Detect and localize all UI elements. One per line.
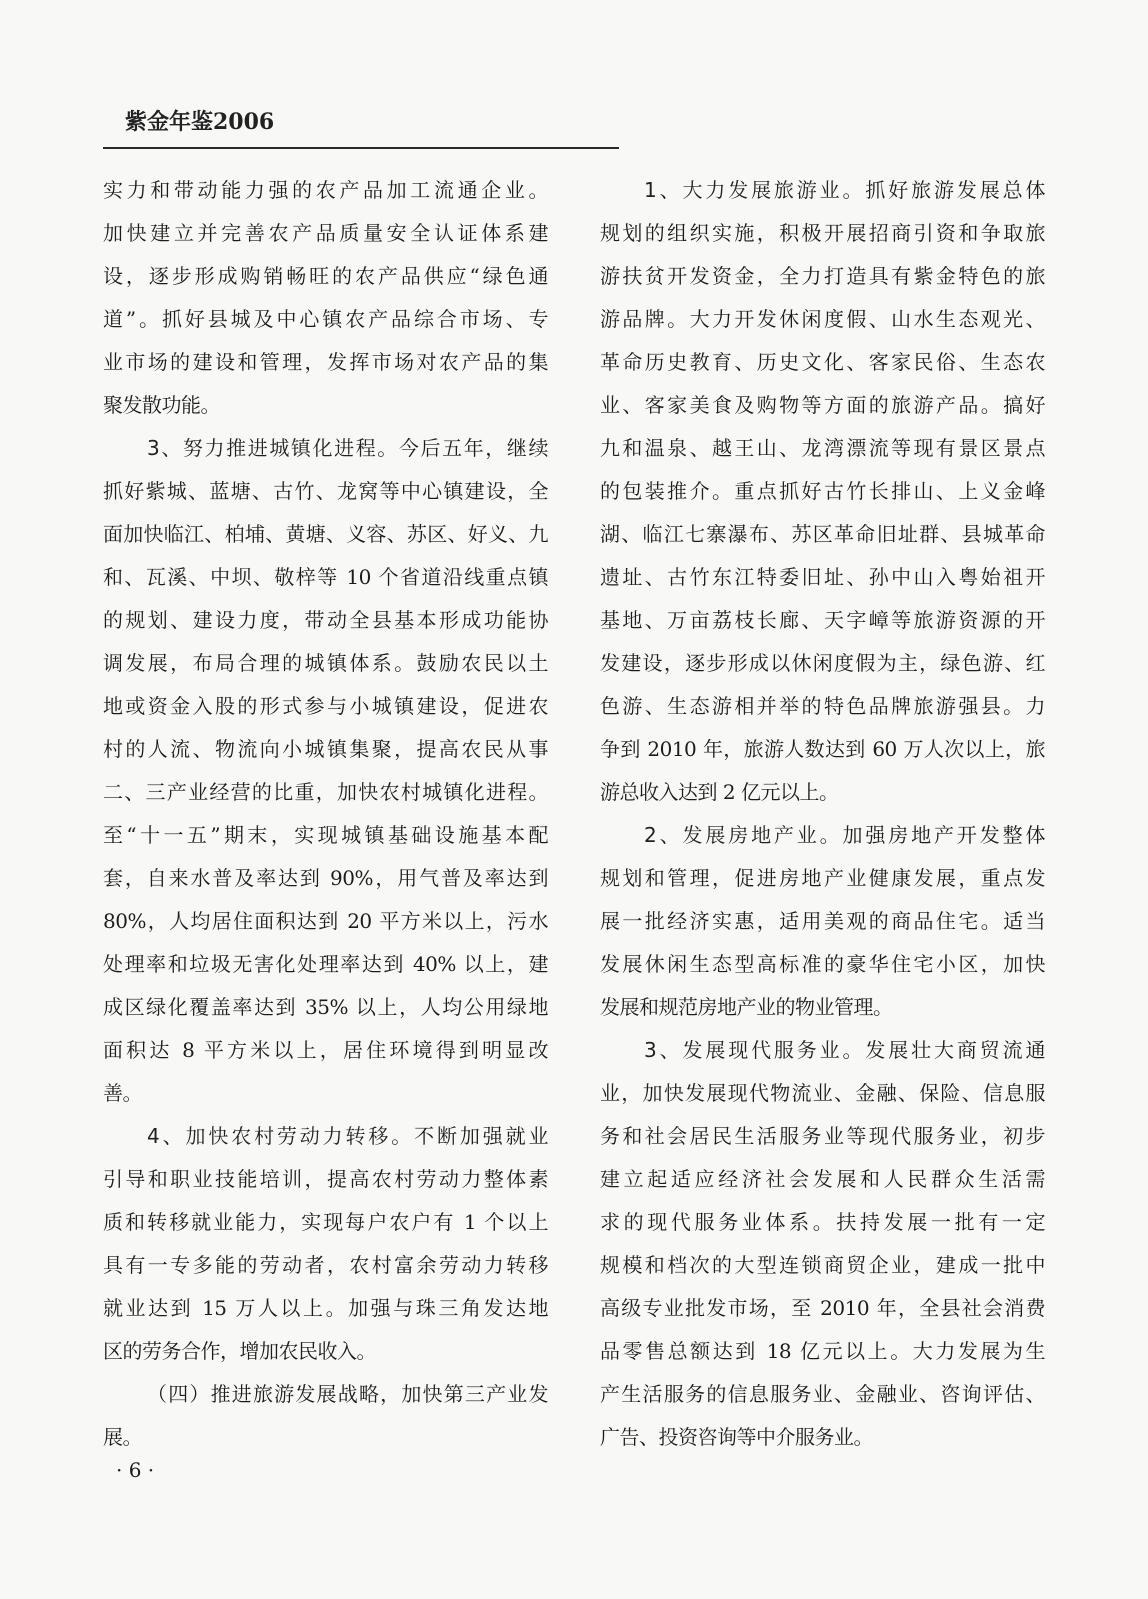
text-line: 遗址、古竹东江特委旧址、孙中山入粤始祖开 [600,565,1045,589]
text-line: 广告、投资咨询等中介服务业。 [600,1425,873,1449]
paragraph [103,1115,548,1373]
text-line: 质和转移就业能力，实现每户农户有 1 个以上 [103,1210,548,1234]
text-run: 今后五年，继续 [398,436,548,460]
paragraph [103,1373,548,1459]
text-run: 抓好旅游发展总体 [865,178,1046,202]
paragraph [600,169,1045,814]
text-line: 面加快临江、柏埔、黄塘、义容、苏区、好义、九 [103,522,548,546]
text-line: 产生活服务的信息服务业、金融业、咨询评估、 [600,1382,1045,1406]
text-line: 抓好紫城、蓝塘、古竹、龙窝等中心镇建设，全 [103,479,548,503]
paragraph [600,814,1045,1029]
paragraph-first-line [600,1029,1045,1072]
text-line: 革命历史教育、历史文化、客家民俗、生态农 [600,350,1045,374]
paragraph-first-line [600,169,1045,212]
paragraph-lead: 3、发展现代服务业。 [644,1038,866,1062]
left-column [103,169,548,1459]
text-line: 展。 [103,1425,142,1449]
paragraph-first-line [103,1115,548,1158]
text-line: 发建设，逐步形成以休闲度假为主，绿色游、红 [600,651,1045,675]
text-line: 加快建立并完善农产品质量安全认证体系建 [103,221,548,245]
text-line: 建立起适应经济社会发展和人民群众生活需 [600,1167,1045,1191]
text-line: 游总收入达到 2 亿元以上。 [600,780,839,804]
text-line: 规模和档次的大型连锁商贸企业，建成一批中 [600,1253,1045,1277]
text-line: 色游、生态游相并举的特色品牌旅游强县。力 [600,694,1045,718]
text-line: 就业达到 15 万人以上。加强与珠三角发达地 [103,1296,548,1320]
text-line: 具有一专多能的劳动者，农村富余劳动力转移 [103,1253,548,1277]
text-line: 的规划、建设力度，带动全县基本形成功能协 [103,608,548,632]
text-line: 品零售总额达到 18 亿元以上。大力发展为生 [600,1339,1045,1363]
paragraph [103,427,548,1115]
text-line: 规划的组织实施，积极开展招商引资和争取旅 [600,221,1045,245]
text-line: 发展和规范房地产业的物业管理。 [600,995,893,1019]
text-line: 的包装推介。重点抓好古竹长排山、上义金峰 [600,479,1045,503]
text-line: 实力和带动能力强的农产品加工流通企业。 [103,178,548,202]
paragraph-first-line [600,814,1045,857]
text-line: 业市场的建设和管理，发挥市场对农产品的集 [103,350,548,374]
text-line: 处理率和垃圾无害化处理率达到 40% 以上，建 [103,952,548,976]
section-heading-line: （四）推进旅游发展战略，加快第三产业发 [147,1382,548,1406]
text-line: 高级专业批发市场，至 2010 年，全县社会消费 [600,1296,1045,1320]
text-line: 聚发散功能。 [103,393,220,417]
paragraph [600,1029,1045,1459]
text-line: 设，逐步形成购销畅旺的农产品供应“绿色通 [103,264,548,288]
text-line: 地或资金入股的形式参与小城镇建设，促进农 [103,694,548,718]
page-number: · 6 · [116,1458,155,1482]
text-line: 区的劳务合作，增加农民收入。 [103,1339,376,1363]
text-line: 争到 2010 年，旅游人数达到 60 万人次以上，旅 [600,737,1045,761]
text-run: 发展壮大商贸流通 [865,1038,1046,1062]
text-line: 至“十一五”期末，实现城镇基础设施基本配 [103,823,548,847]
text-run: 加强房地产开发整体 [842,823,1045,847]
text-line: 发展休闲生态型高标准的豪华住宅小区，加快 [600,952,1045,976]
text-line: 展一批经济实惠，适用美观的商品住宅。适当 [600,909,1045,933]
text-line: 湖、临江七寨瀑布、苏区革命旧址群、县城革命 [600,522,1045,546]
text-line: 村的人流、物流向小城镇集聚，提高农民从事 [103,737,548,761]
paragraph-first-line [103,427,548,470]
text-line: 成区绿化覆盖率达到 35% 以上，人均公用绿地 [103,995,548,1019]
text-line: 业，加快发展现代物流业、金融、保险、信息服 [600,1081,1045,1105]
right-column [600,169,1045,1459]
paragraph-lead: 1、大力发展旅游业。 [644,178,866,202]
text-line: 引导和职业技能培训，提高农村劳动力整体素 [103,1167,548,1191]
paragraph-lead: 3、努力推进城镇化进程。 [147,436,399,460]
text-line: 调发展，布局合理的城镇体系。鼓励农民以土 [103,651,548,675]
text-line: 规划和管理，促进房地产业健康发展，重点发 [600,866,1045,890]
text-line: 二、三产业经营的比重，加快农村城镇化进程。 [103,780,548,804]
text-line: 务和社会居民生活服务业等现代服务业，初步 [600,1124,1045,1148]
text-line: 业、客家美食及购物等方面的旅游产品。搞好 [600,393,1045,417]
text-line: 求的现代服务业体系。扶持发展一批有一定 [600,1210,1045,1234]
running-head-title: 紫金年鉴2006 [125,109,275,135]
text-line: 道”。抓好县城及中心镇农产品综合市场、专 [103,307,548,331]
text-line: 善。 [103,1081,142,1105]
paragraph-lead: 4、加快农村劳动力转移。 [147,1124,415,1148]
text-line: 套，自来水普及率达到 90%，用气普及率达到 [103,866,548,890]
text-run: 不断加强就业 [414,1124,548,1148]
text-line: 游品牌。大力开发休闲度假、山水生态观光、 [600,307,1045,331]
text-line: 80%，人均居住面积达到 20 平方米以上，污水 [103,909,548,933]
paragraph-lead: 2、发展房地产业。 [644,823,843,847]
text-line: 面积达 8 平方米以上，居住环境得到明显改 [103,1038,548,1062]
text-line: 基地、万亩荔枝长廊、天字嶂等旅游资源的开 [600,608,1045,632]
text-line: 九和温泉、越王山、龙湾漂流等现有景区景点 [600,436,1045,460]
paragraph [103,169,548,427]
text-line: 游扶贫开发资金，全力打造具有紫金特色的旅 [600,264,1045,288]
text-line: 和、瓦溪、中坝、敬梓等 10 个省道沿线重点镇 [103,565,548,589]
header-rule [103,147,619,149]
